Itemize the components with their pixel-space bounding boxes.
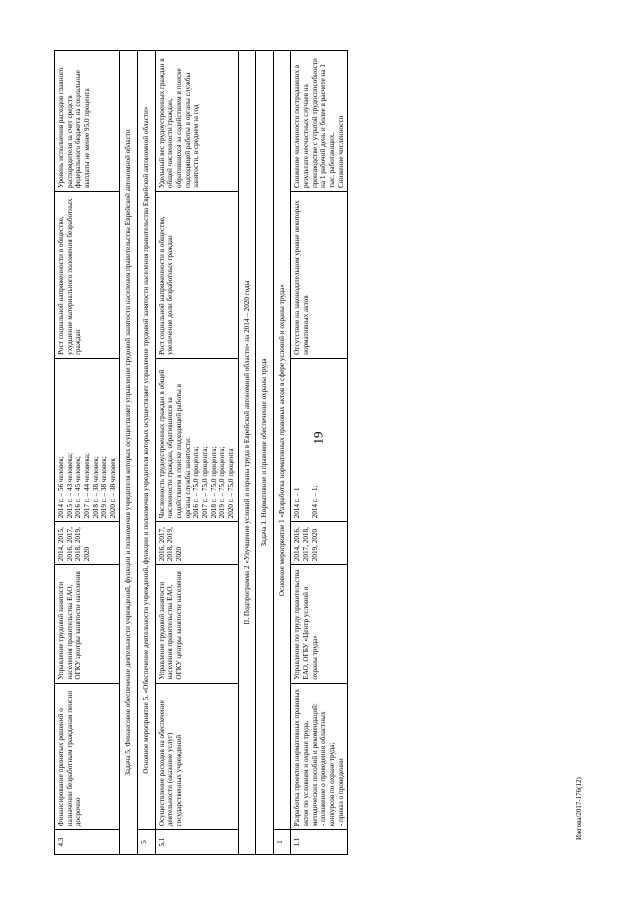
measure-name: Осуществление расходов на обеспечение деятельности (оказание услуг) государственных учреждений — [155, 683, 238, 830]
group-title: Основное мероприятие 5. «Обеспечение деятельности учреждений, функции и полномочия учредителя которых осуществляет управление трудовой занятости населения правительства Еврейской автономной области» — [138, 51, 156, 830]
group-title: Основное мероприятие 1 «Разработка нормативных правовых актов в сфере условий и охраны труда» — [273, 51, 291, 830]
table-row-span — [120, 51, 138, 855]
page-number: 19 — [310, 431, 326, 445]
implementation-years: 2016, 2017, 2018, 2019, 2020 — [155, 522, 238, 565]
row-number: 1.1 — [291, 830, 348, 855]
rotated-table-page — [54, 50, 587, 855]
responsible-executor: Управление по труду правительства ЕАО, ОГБУ «Центр условий и охраны труда» — [291, 565, 348, 683]
table-row-data — [291, 51, 348, 855]
table-row-data — [55, 51, 120, 855]
section-title: Задача 1. Нормативное и правовое обеспечение охраны труда — [256, 51, 274, 855]
responsible-executor: Управление трудовой занятости населения правительства ЕАО, ОГКУ центры занятости населения — [55, 565, 120, 683]
section-title: Задача 5. Финансовое обеспечение деятельности учреждений, функции и полномочия учредителя которых осуществляет управление трудовой занятости населения правительства Еврейской автономной области — [120, 51, 138, 855]
group-number: 1 — [273, 830, 291, 855]
non-implementation-consequence: Рост социальной напряженности в обществе, ухудшение материального положения безработных граждан — [55, 192, 120, 359]
non-implementation-consequence: Рост социальной напряженности в обществе, увеличение доли безработных граждан — [155, 192, 238, 359]
program-measures-table — [54, 50, 348, 855]
linked-indicator: Уровень исполнения расходов главного распорядителя за счет средств федерального бюджета на социальные выплаты не менее 95,0 процента — [55, 51, 120, 192]
row-number: 4.3 — [55, 830, 120, 855]
measure-name: Финансирование принятых решений о назначении безработным гражданам пенсии досрочно — [55, 683, 120, 830]
responsible-executor: Управление трудовой занятости населения правительства ЕАО, ОГКУ центры занятости населения — [155, 565, 238, 683]
group-number: 5 — [138, 830, 156, 855]
table-row-span — [256, 51, 274, 855]
table-row-span — [238, 51, 256, 855]
table-row-group — [273, 51, 291, 855]
non-implementation-consequence: Отсутствие на законодательном уровне некоторых нормативных актов — [291, 192, 348, 359]
expected-result: 2014 г. – 1 2014 г. – 1; — [291, 358, 348, 522]
table-row-group — [138, 51, 156, 855]
measure-name: Разработка проектов нормативных правовых актов по условиям и охране труда, методических пособий и рекомендаций: - положение о проведении областных конкурсов по охране труда; - приказ о проведении — [291, 683, 348, 830]
linked-indicator: Удельный вес трудоустроенных граждан в общей численности граждан, обратившихся за содействием в поиске подходящей работы в органы службы занятости, в среднем за год — [155, 51, 238, 192]
linked-indicator: Снижение численности пострадавших в результате несчастных случаев на производстве с утратой трудоспособности на 1 рабочий день и более в расчете на 1 тыс. работающих. Снижение численности — [291, 51, 348, 192]
section-title: II. Подпрограмма 2 «Улучшение условий и охраны труда в Еврейской автономной области» на 2014 – 2020 годы — [238, 51, 256, 855]
row-number: 5.1 — [155, 830, 238, 855]
expected-result: Численность трудоустроенных граждан в общей численности граждан, обратившихся за содействием в поиске подходящей работы в органы службы занятости: 2016 г. – 75,0 процента; 2017 г. – 75,0 процента; 2018 г. – 75,0 процента; 2019 г. – 75,0 процента; 2020 г. – 75,0 процента — [155, 358, 238, 522]
implementation-years: 2014, 2016, 2017, 2018, 2019, 2020 — [291, 522, 348, 565]
table-row-data — [155, 51, 238, 855]
table-body — [55, 51, 348, 855]
document-code: Ижгова/2017-176(12) — [575, 777, 583, 840]
implementation-years: 2014, 2015, 2016, 2017, 2018, 2019, 2020 — [55, 522, 120, 565]
expected-result: 2014 г. – 56 человек; 2015 г. – 43 человека; 2016 г. – 45 человек; 2017 г. – 44 человека; 2018 г. – 38 человек; 2019 г. – 38 человек; 2020 г. – 38 человек — [55, 358, 120, 522]
